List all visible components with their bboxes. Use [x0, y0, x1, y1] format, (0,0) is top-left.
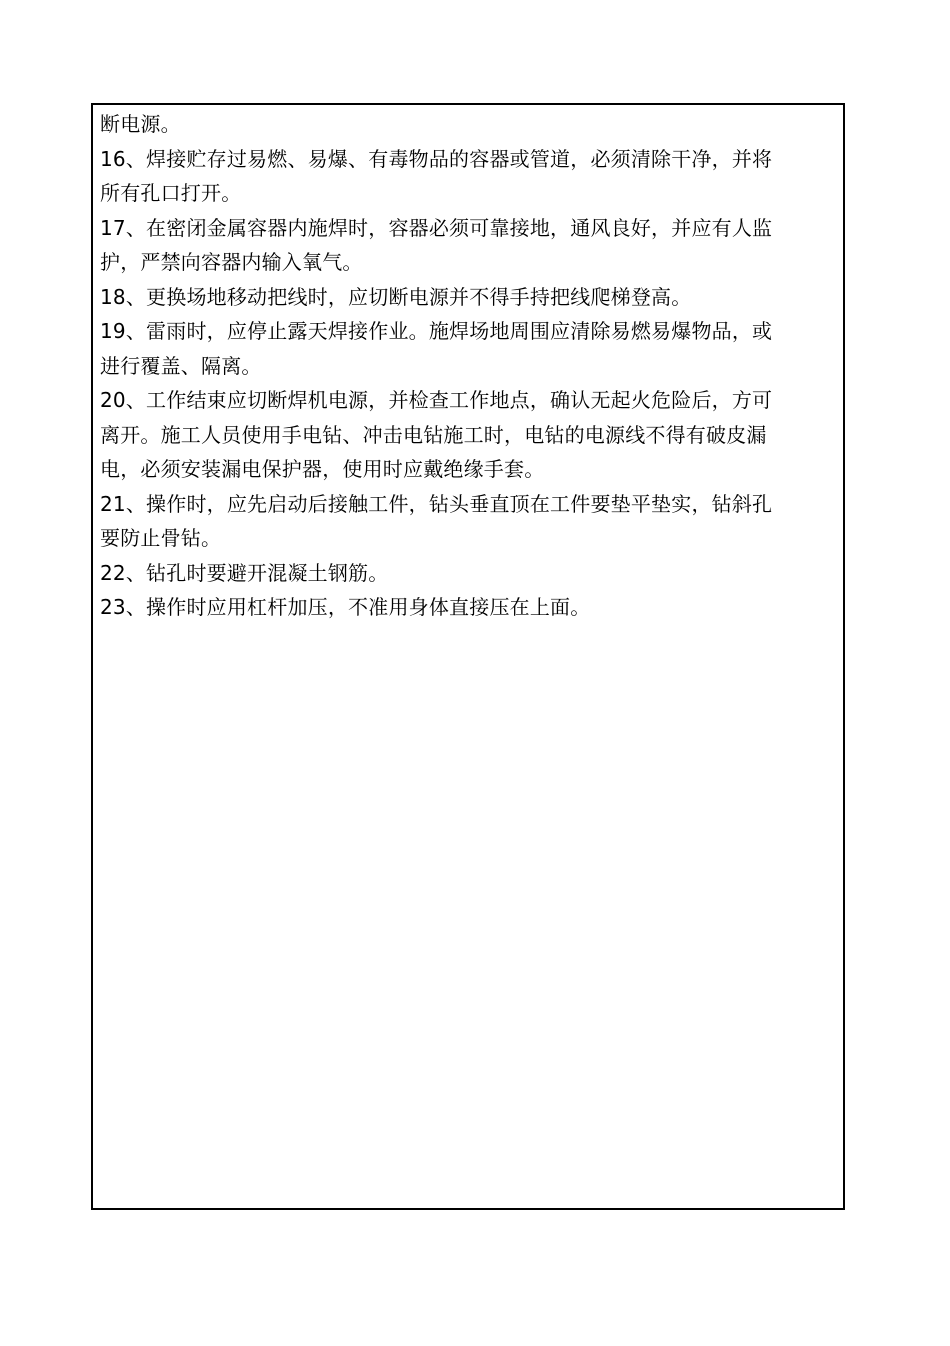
- text-line: 要防止骨钻。: [100, 526, 222, 550]
- text-line: 19、雷雨时，应停止露天焊接作业。施焊场地周围应清除易燃易爆物品，或: [100, 319, 773, 343]
- text-line: 所有孔口打开。: [100, 181, 242, 205]
- text-line: 16、焊接贮存过易燃、易爆、有毒物品的容器或管道，必须清除干净，并将: [100, 146, 773, 171]
- text-line: 离开。施工人员使用手电钻、冲击电钻施工时，电钻的电源线不得有破皮漏: [100, 422, 767, 447]
- text-line: 进行覆盖、隔离。: [100, 353, 262, 378]
- text-line: 护，严禁向容器内输入氧气。: [100, 250, 363, 274]
- text-line: 18、更换场地移动把线时，应切断电源并不得手持把线爬梯登高。: [100, 284, 692, 309]
- text-line: 20、工作结束应切断焊机电源，并检查工作地点，确认无起火危险后，方可: [100, 388, 773, 412]
- text-line: 电，必须安装漏电保护器，使用时应戴绝缘手套。: [100, 457, 545, 481]
- text-body: [100, 107, 800, 625]
- text-line: 断电源。: [100, 112, 181, 136]
- text-line: 21、操作时，应先启动后接触工件，钻头垂直顶在工件要垫平垫实，钻斜孔: [100, 491, 773, 516]
- text-line: 17、在密闭金属容器内施焊时，容器必须可靠接地，通风良好，并应有人监: [100, 215, 773, 240]
- content-box: [91, 103, 845, 1210]
- text-line: 23、操作时应用杠杆加压，不准用身体直接压在上面。: [100, 595, 591, 619]
- text-line: 22、钻孔时要避开混凝土钢筋。: [100, 560, 389, 585]
